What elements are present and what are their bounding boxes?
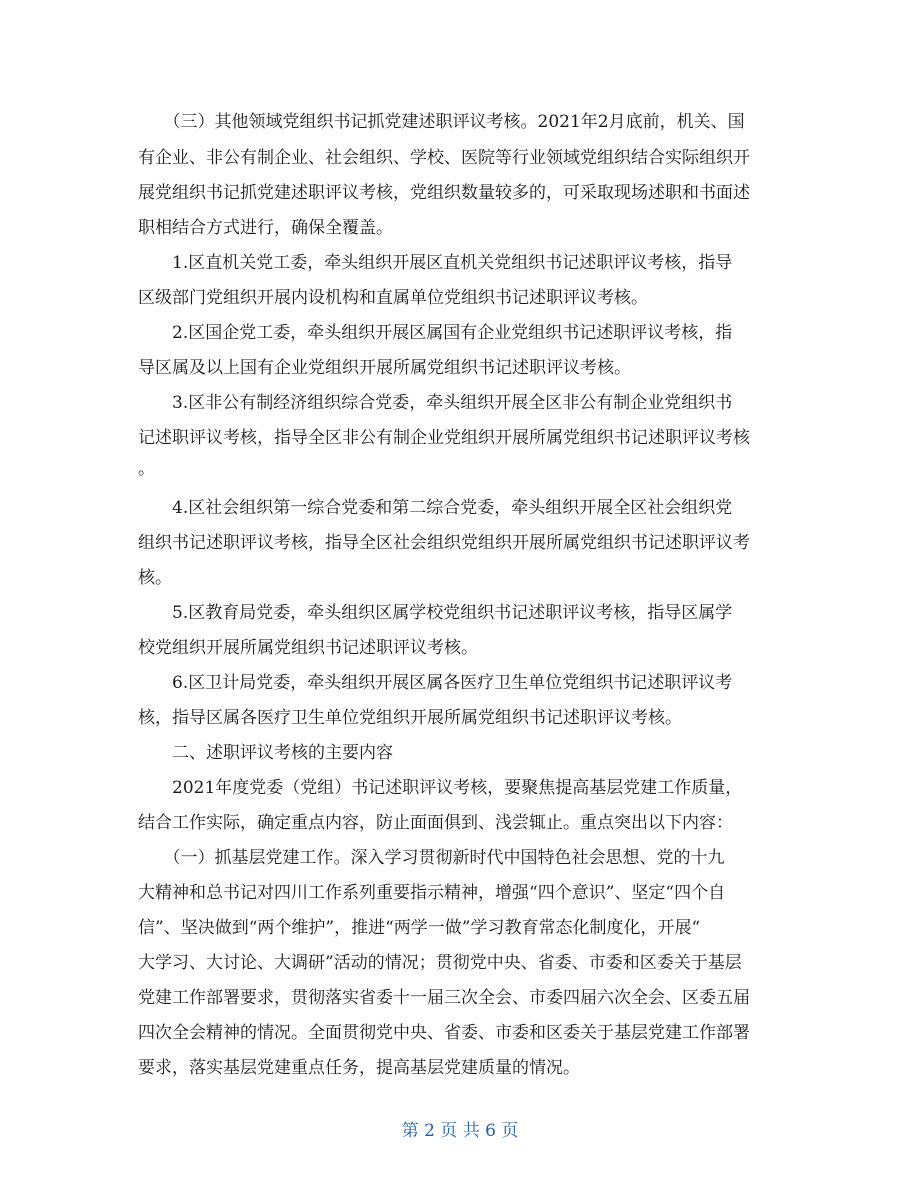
body-text-line: 党建工作部署要求，贯彻落实省委十一届三次全会、市委四届六次全会、区委五届 [138,988,750,1008]
body-text-line: 区级部门党组织开展内设机构和直属单位党组织书记述职评议考核。 [138,288,648,308]
section-heading: 二、述职评议考核的主要内容 [138,743,393,763]
body-text-line: 导区属及以上国有企业党组织开展所属党组织书记述职评议考核。 [138,358,631,378]
body-text-line: 结合工作实际，确定重点内容，防止面面俱到、浅尝辄止。重点突出以下内容： [138,813,733,833]
body-text-line: 有企业、非公有制企业、社会组织、学校、医院等行业领域党组织结合实际组织开 [138,148,750,168]
body-text-line: 4.区社会组织第一综合党委和第二综合党委，牵头组织开展全区社会组织党 [138,498,733,518]
body-text-line: （一）抓基层党建工作。深入学习贯彻新时代中国特色社会思想、党的十九 [138,848,725,868]
body-text-line: 1.区直机关党工委，牵头组织开展区直机关党组织书记述职评议考核，指导 [138,253,733,273]
body-text-line: 3.区非公有制经济组织综合党委，牵头组织开展全区非公有制企业党组织书 [138,393,733,413]
body-text-line: 记述职评议考核，指导全区非公有制企业党组织开展所属党组织书记述职评议考核 [138,428,750,448]
body-text-line: 大学习、大讨论、大调研”活动的情况；贯彻党中央、省委、市委和区委关于基层 [138,953,742,973]
body-text-line: （三）其他领域党组织书记抓党建述职评议考核。2021年2月底前，机关、国 [138,112,745,132]
body-text-line: 校党组织开展所属党组织书记述职评议考核。 [138,638,478,658]
body-text-line: 组织书记述职评议考核，指导全区社会组织党组织开展所属党组织书记述职评议考 [138,533,750,553]
body-text-line: 2.区国企党工委，牵头组织开展区属国有企业党组织书记述职评议考核，指 [138,323,733,343]
body-text-line: 四次全会精神的情况。全面贯彻党中央、省委、市委和区委关于基层党建工作部署 [138,1023,750,1043]
body-text-line: 。 [138,459,155,479]
body-text-line: 6.区卫计局党委，牵头组织开展区属各医疗卫生单位党组织书记述职评议考 [138,673,733,693]
body-text-line: 核。 [138,568,172,588]
body-text-line: 展党组织书记抓党建述职评议考核，党组织数量较多的，可采取现场述职和书面述 [138,183,750,203]
body-text-line: 2021年度党委（党组）书记述职评议考核，要聚焦提高基层党建工作质量， [138,778,743,798]
page-number-footer: 第 2 页 共 6 页 [401,1121,519,1141]
body-text-line: 大精神和总书记对四川工作系列重要指示精神，增强“四个意识”、坚定“四个自 [138,883,726,903]
body-text-line: 5.区教育局党委，牵头组织区属学校党组织书记述职评议考核，指导区属学 [138,603,733,623]
body-text-line: 信”、坚决做到“两个维护”，推进“两学一做”学习教育常态化制度化，开展“ [138,918,701,938]
body-text-line: 核，指导区属各医疗卫生单位党组织开展所属党组织书记述职评议考核。 [138,708,682,728]
body-text-line: 要求，落实基层党建重点任务，提高基层党建质量的情况。 [138,1058,580,1078]
body-text-line: 职相结合方式进行，确保全覆盖。 [138,218,393,238]
